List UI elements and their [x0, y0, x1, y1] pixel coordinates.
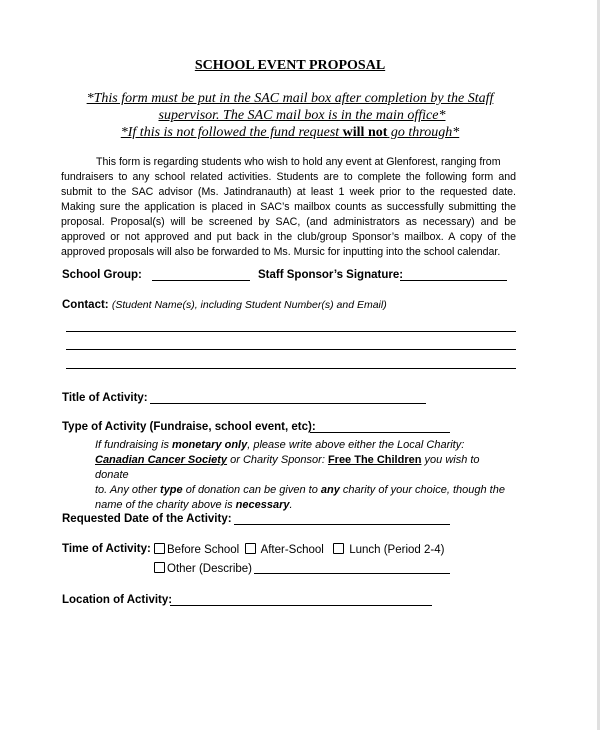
contact-field-line-2[interactable]	[66, 349, 516, 350]
location-label: Location of Activity:	[62, 594, 173, 606]
contact-field-line-3[interactable]	[66, 368, 516, 369]
requested-date-label: Requested Date of the Activity:	[62, 513, 232, 525]
checkbox[interactable]	[245, 543, 256, 554]
time-activity-label: Time of Activity:	[62, 543, 151, 555]
notice-line-2: supervisor. The SAC mail box is in the main office*	[158, 108, 446, 123]
intro-paragraph: This form is regarding students who wish to hold any event at Glenforest, ranging from fundraisers to any school related activities. Students are to complete the following form and submit to the SAC advisor (Ms. Jatindranauth) at least 1 week prior to the requested date. Making sure the application is placed in SAC’s mailbox counts as successfully submitting the proposal. Proposal(s) will be screened by SAC, (and administrators as necessary) and be approved or not approved and put back in the club/group Sponsor’s mailbox. A copy of the approved proposals will also be forwarded to Ms. Mursic for inputting into the school calendar.	[61, 156, 516, 258]
checkbox[interactable]	[154, 543, 165, 554]
contact-label: Contact: (Student Name(s), including Student Number(s) and Email)	[62, 299, 387, 311]
option-other[interactable]: Other (Describe)	[154, 562, 252, 575]
option-before-school[interactable]: Before School	[154, 543, 239, 556]
location-field[interactable]	[170, 605, 432, 606]
page-title: SCHOOL EVENT PROPOSAL	[194, 58, 386, 73]
title-activity-field[interactable]	[150, 403, 426, 404]
contact-field-line-1[interactable]	[66, 331, 516, 332]
staff-sponsor-label: Staff Sponsor’s Signature:	[258, 269, 404, 281]
title-activity-label: Title of Activity:	[62, 392, 148, 404]
notice-line-3: *If this is not followed the fund request will not go through*	[120, 125, 460, 140]
option-lunch[interactable]: Lunch (Period 2-4)	[333, 543, 444, 556]
notice-line-1: *This form must be put in the SAC mail box after completion by the Staff	[86, 91, 494, 106]
staff-sponsor-field[interactable]	[400, 280, 507, 281]
school-group-field[interactable]	[152, 280, 250, 281]
other-describe-field[interactable]	[254, 573, 450, 574]
school-group-label: School Group:	[62, 269, 142, 281]
requested-date-field[interactable]	[234, 524, 450, 525]
checkbox[interactable]	[154, 562, 165, 573]
fundraising-note: If fundraising is monetary only, please write above either the Local Charity: Canadian Cancer Society or Charity Sponsor: Free The Children you wish to donate to. Any other type of donation can be given to any charity of your choice, though the name of the charity above is necessary.	[95, 439, 505, 511]
type-activity-field[interactable]	[310, 432, 450, 433]
checkbox[interactable]	[333, 543, 344, 554]
type-activity-label: Type of Activity (Fundraise, school event, etc):	[62, 421, 316, 433]
option-after-school[interactable]: After-School	[245, 543, 324, 556]
